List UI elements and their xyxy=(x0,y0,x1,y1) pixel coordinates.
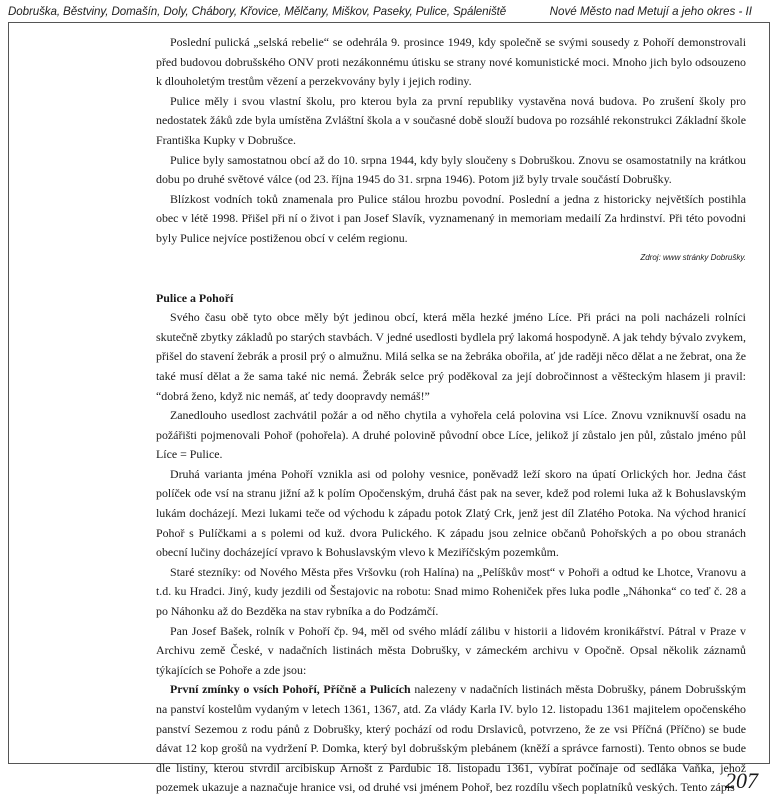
page-number: 207 xyxy=(725,768,758,793)
paragraph: Pulice byly samostatnou obcí až do 10. srpna 1944, kdy byly sloučeny s Dobruškou. Znovu se osamostatnily na krátkou dobu po druhé světové válce (od 23. října 1945 do 31. srpna 1946). Potom již byly trvale součástí Dobrušky. xyxy=(156,152,746,187)
source-note: Zdroj: www stránky Dobrušky. xyxy=(640,252,746,262)
paragraph: Druhá varianta jména Pohoří vznikla asi od polohy vesnice, poněvadž leží skoro na úpatí Orlických hor. Jedna část políček ode vsí na stranu jižní až k polím Opočenským, druhá část pak na sever, kdež pod rolemi luka až k Bohuslavským lukám docházejí. Mezi lukami teče od východu k západu potok Zlatý Crk, jenž jest díl Zlatého Potoka. Na východ hranicí Pohoř s Pulíčkami a s polemi od kuž. dvora Pulického. K západu jsou zelnice občanů Pohořských a po obou stranách obecní lučiny docházející vpravo k Bohuslavským vlevo k Meziříčským pozemkům. xyxy=(156,466,746,560)
running-header xyxy=(0,0,780,22)
paragraph: Pulice měly i svou vlastní školu, pro kterou byla za první republiky vystavěna nová budova. Po zrušení školy pro nedostatek žáků zde byla umístěna Zvláštní škola a v současné době slouží budova po rozsáhlé rekonstrukci Základní škole Františka Kupky v Dobrušce. xyxy=(156,93,746,147)
paragraph: Blízkost vodních toků znamenala pro Pulice stálou hrozbu povodní. Poslední a jedna z historicky největších postihla obec v létě 1998. Přišel při ní o život i pan Josef Slavík, vyznamenaný in memoriam medailí Za hrdinství. Při této povodni byly Pulice nejvíce postiženou obcí v celém regionu. xyxy=(156,191,746,245)
paragraph: Pan Josef Bašek, rolník v Pohoří čp. 94, měl od svého mládí zálibu v historii a lidovém kronikářství. Pátral v Praze v Archivu země České, v nadačních listinách města Dobrušky, v zámeckém archivu v Opočně. Opsal několik záznamů týkajících se Pohoře a zde jsou: xyxy=(156,623,746,677)
first-mentions-title: První zmínky o vsích Pohoří, Příčně a Pulicích xyxy=(170,682,411,697)
first-mentions-text: nalezeny v nadačních listinách města Dobrušky, pánem Dobrušským na panství kostelům vydaným v letech 1361, 1367, atd. Za vlády Karla IV. bylo 12. listopadu 1361 majitelem opočenského panství Sezemou z rodu pánů z Dobrušky, který pochází od rodu Drslaviců, potvrzeno, že ze vsi Příčná (Příčno) se bude dávat 12 kop grošů na vydržení P. Domka, který byl dobrušským plebánem (kněží a správce farnosti). Tento obnos se bude dle listiny, kterou stvrdil arcibiskup Arnošt z Pardubic 18. listopadu 1361, vybírat počínaje od sedláka Vaňka, jehož pozemek ukazuje a naznačuje hranice vsi, od druhé vsi jménem Pohoř, bez rozdílu všech poplatníků veských. Tento zápis xyxy=(156,682,746,795)
first-mentions-paragraph xyxy=(156,680,746,798)
page-content xyxy=(156,33,746,798)
paragraph: Zanedlouho usedlost zachvátil požár a od něho chytila a vyhořela celá polovina vsi Líce. Znovu vzniknuvší osadu na požářišti pojmenovali Pohoř (pohořela). A druhé polovině původní obce Líce, jelikož jí zůstalo jen půl, zůstalo jméno půl Líce = Pulice. xyxy=(156,408,746,462)
paragraph: Staré stezníky: od Nového Města přes Vršovku (roh Halína) na „Pelíškův most“ v Pohoři a odtud ke Lhotce, Vranovu a t.d. ku Hradci. Jiný, kudy jezdili od Šestajovic na robotu: Snad mimo Roheniček přes luka podle „Náhonka“ co teď č. 28 a po Náhonku až do Bezděka na stav rybníka a do Podzámčí. xyxy=(156,564,746,619)
section-heading: Pulice a Pohoří xyxy=(156,290,234,305)
paragraph: Poslední pulická „selská rebelie“ se odehrála 9. prosince 1949, kdy společně se svými sousedy z Pohoří demonstrovali před budovou dobrušského ONV proti nezákonnému útisku se strany nové komunistické moci. Mnoho jich bylo odsouzeno k dlouholetým trestům vězení a perzekvovány byly i jejich rodiny. xyxy=(156,35,746,89)
header-left-title: Dobruška, Běstviny, Domašín, Doly, Chábory, Křovice, Mělčany, Miškov, Paseky, Pulice, Spáleniště xyxy=(8,5,507,18)
header-right-title: Nové Město nad Metují a jeho okres - II xyxy=(549,5,752,18)
paragraph: Svého času obě tyto obce měly být jedinou obcí, která měla hezké jméno Líce. Při práci na poli nacházeli rolníci skutečně zbytky základů po starých stavbách. V jedné usedlosti bydlela prý lakomá hospodyně. A jak tehdy bývalo zvykem, přišel do stavení žebrák a prosil prý o almužnu. Milá selka se na žebráka obořila, ať jde raději něco dělat a ne žebrat, ona že také musí dělat a že sama také nic nemá. Žebrák selce prý poděkoval za její dobročinnost a věšteckým hlasem ji pravil: “dobrá ženo, když nic nemáš, ať tedy doopravdy nemáš!” xyxy=(156,310,746,403)
